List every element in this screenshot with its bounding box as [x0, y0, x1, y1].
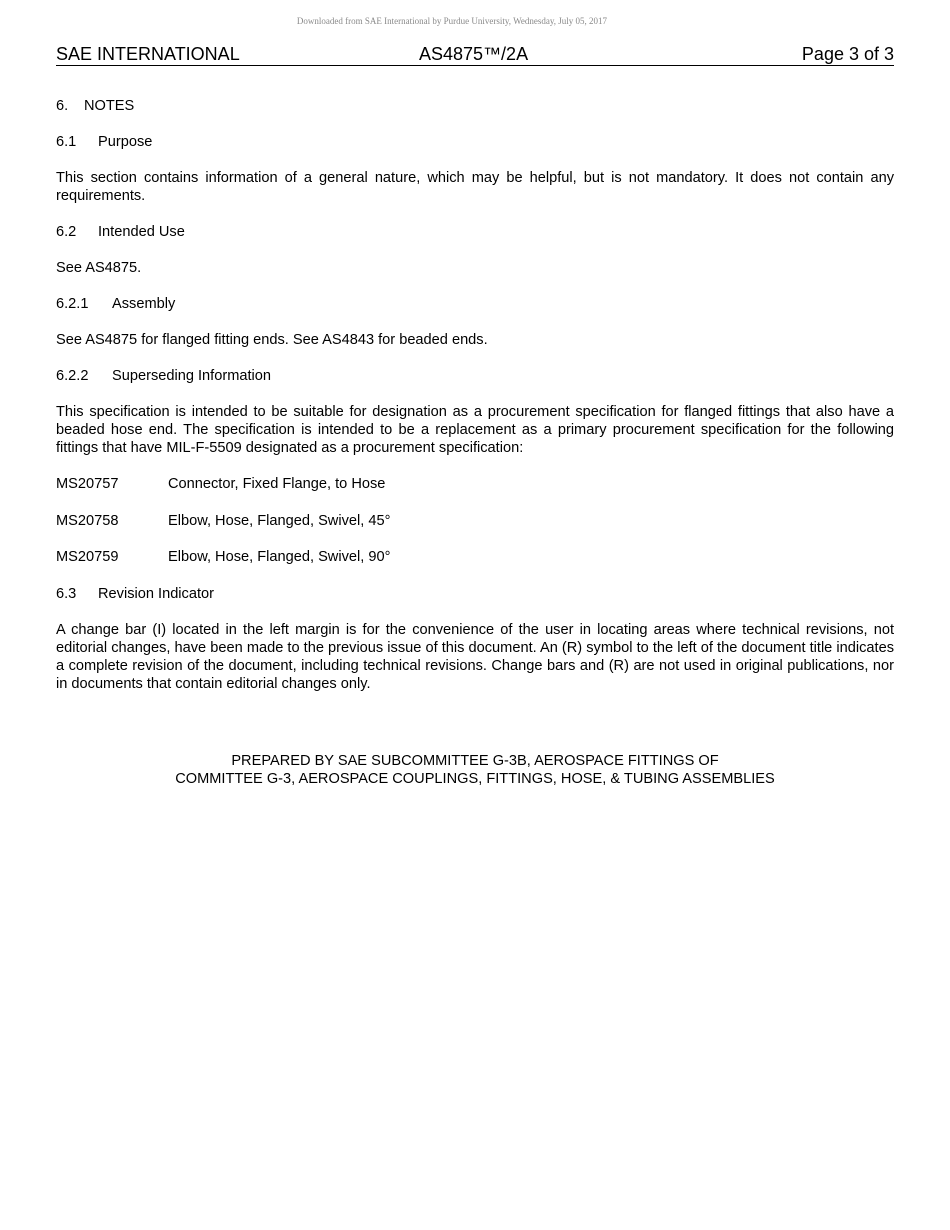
- heading-title: Superseding Information: [112, 368, 272, 384]
- header-doc-id: AS4875™/2A: [419, 44, 529, 64]
- heading-number: 6.2: [56, 224, 77, 240]
- heading-assembly: [56, 295, 894, 313]
- download-watermark: Downloaded from SAE International by Purdue University, Wednesday, July 05, 2017: [296, 16, 608, 26]
- heading-title: NOTES: [84, 98, 135, 114]
- heading-purpose: [56, 133, 894, 151]
- footer-line-2: COMMITTEE G-3, AEROSPACE COUPLINGS, FITTINGS, HOSE, & TUBING ASSEMBLIES: [175, 771, 775, 787]
- heading-intended-use: [56, 223, 894, 241]
- heading-title: Assembly: [112, 296, 176, 312]
- header-org: SAE INTERNATIONAL: [56, 44, 240, 64]
- heading-superseding-information: [56, 367, 894, 385]
- intended-use-paragraph: See AS4875.: [56, 260, 142, 276]
- heading-number: 6.1: [56, 134, 77, 150]
- part-number: MS20758: [56, 512, 119, 529]
- heading-number: 6.2.2: [56, 368, 89, 384]
- heading-notes: [56, 97, 894, 115]
- heading-number: 6.3: [56, 585, 77, 602]
- part-number: MS20759: [56, 549, 119, 565]
- revision-paragraph: A change bar (I) located in the left margin is for the convenience of the user in locating areas where technical revisions, not editorial changes, have been made to the previous issue of this document. An (R) symbol to the left of the document title indicates a complete revision of the document, including technical revisions. Change bars and (R) are not used in original publications, nor in documents that contain editorial changes only.: [56, 621, 894, 692]
- superseding-paragraph: This specification is intended to be suitable for designation as a procurement specification for flanged fittings that also have a beaded hose end. The specification is intended to be a replacement as a primary procurement specification for the following fittings that have MIL-F-5509 designated as a procurement specification:: [56, 404, 894, 456]
- header-page-number: Page 3 of 3: [801, 44, 894, 64]
- part-description: Elbow, Hose, Flanged, Swivel, 90°: [168, 549, 391, 565]
- part-number: MS20757: [56, 476, 119, 492]
- heading-title: Revision Indicator: [98, 585, 214, 602]
- heading-title: Intended Use: [98, 224, 185, 240]
- prepared-by-footer: [56, 752, 894, 788]
- page-header: [56, 43, 894, 66]
- list-item: [56, 548, 894, 566]
- heading-number: 6.2.1: [56, 296, 89, 312]
- part-description: Connector, Fixed Flange, to Hose: [168, 476, 386, 492]
- list-item: [56, 512, 894, 530]
- document-body: [56, 97, 894, 711]
- list-item: [56, 475, 894, 493]
- assembly-paragraph: See AS4875 for flanged fitting ends. See AS4843 for beaded ends.: [56, 332, 488, 348]
- footer-line-1: PREPARED BY SAE SUBCOMMITTEE G-3B, AEROSPACE FITTINGS OF: [231, 753, 719, 769]
- purpose-paragraph: This section contains information of a general nature, which may be helpful, but is not mandatory. It does not contain any requirements.: [56, 170, 894, 204]
- heading-revision-indicator: [56, 585, 894, 603]
- heading-number: 6.: [56, 98, 69, 114]
- heading-title: Purpose: [98, 134, 153, 150]
- part-description: Elbow, Hose, Flanged, Swivel, 45°: [168, 512, 391, 529]
